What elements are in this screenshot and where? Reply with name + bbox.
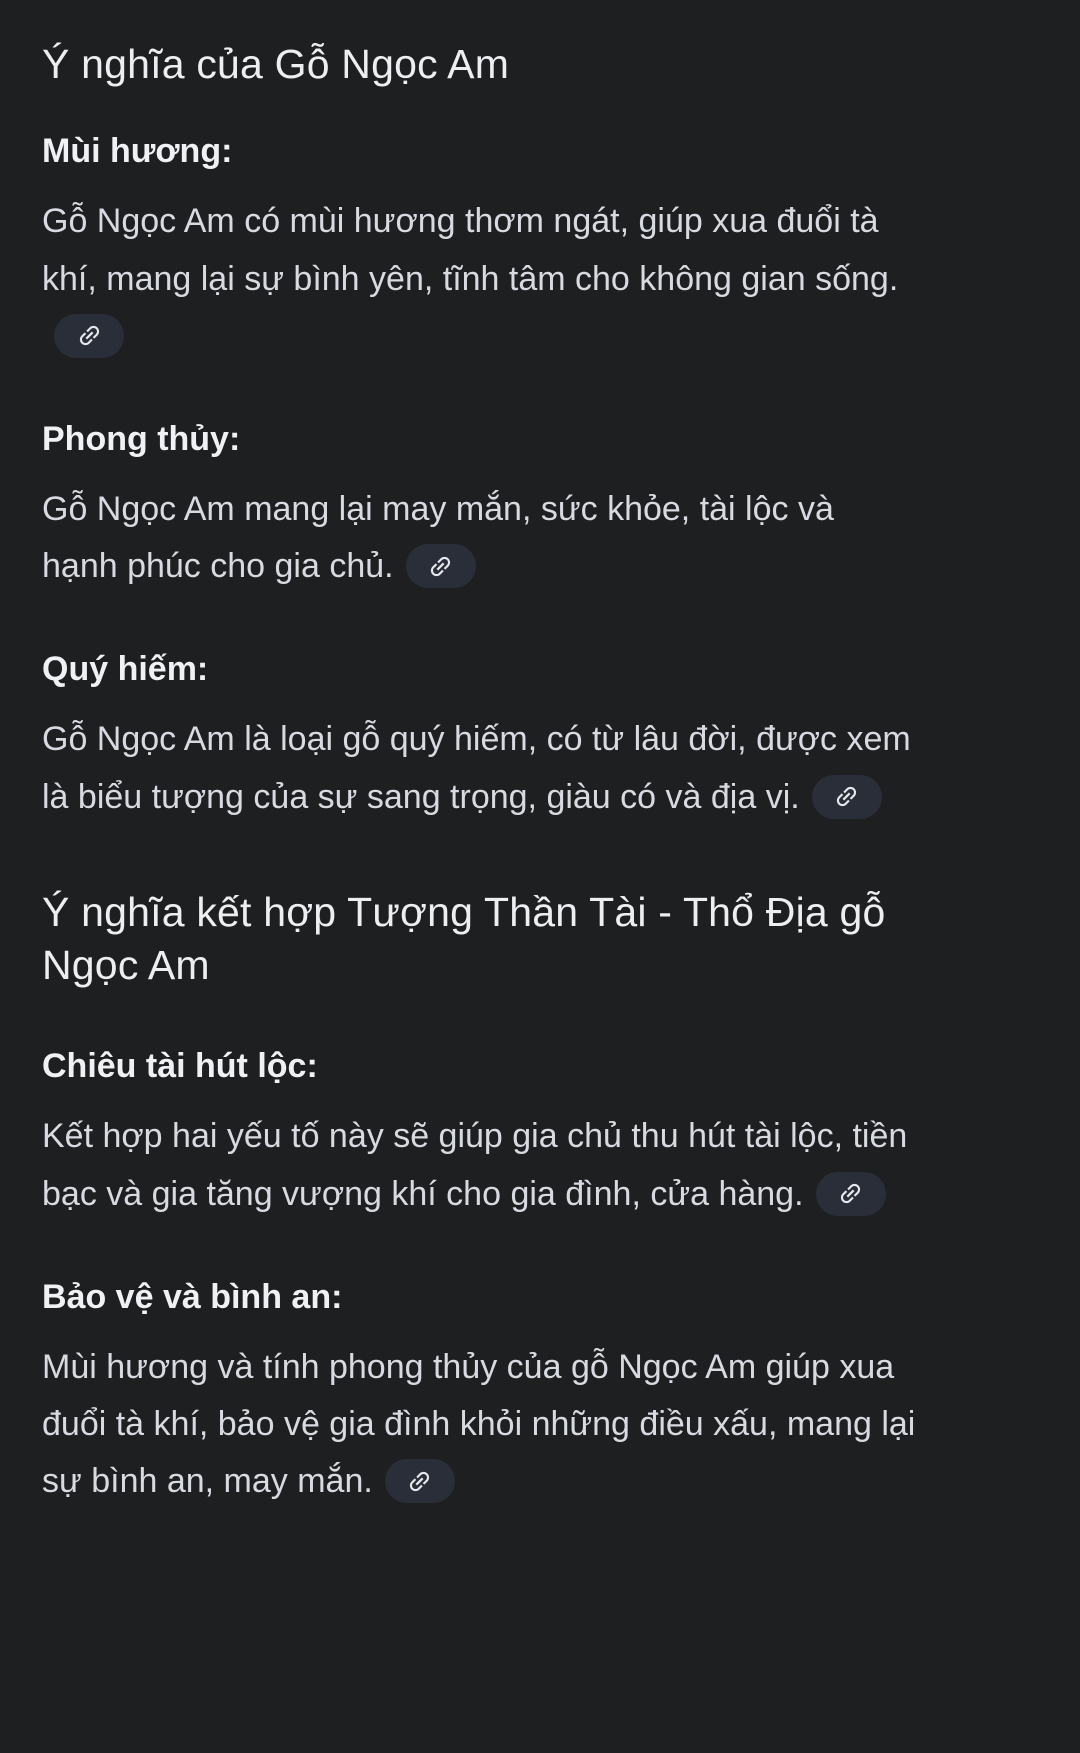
paragraph-phong-thuy bbox=[42, 481, 916, 595]
paragraph-text: Gỗ Ngọc Am là loại gỗ quý hiếm, có từ lâu đời, được xem là biểu tượng của sự sang trọng, giàu có và địa vị. bbox=[42, 720, 911, 816]
section-title-ket-hop-than-tai-tho-dia: Ý nghĩa kết hợp Tượng Thần Tài - Thổ Địa gỗ Ngọc Am bbox=[42, 888, 886, 988]
link-icon bbox=[70, 317, 108, 355]
paragraph-text: Gỗ Ngọc Am có mùi hương thơm ngát, giúp xua đuổi tà khí, mang lại sự bình yên, tĩnh tâm cho không gian sống. bbox=[42, 202, 899, 298]
source-link-chip[interactable] bbox=[406, 544, 476, 588]
paragraph-text: Gỗ Ngọc Am mang lại may mắn, sức khỏe, tài lộc và hạnh phúc cho gia chủ. bbox=[42, 490, 834, 586]
paragraph-quy-hiem bbox=[42, 711, 916, 825]
paragraph-text: Kết hợp hai yếu tố này sẽ giúp gia chủ thu hút tài lộc, tiền bạc và gia tăng vượng khí cho gia đình, cửa hàng. bbox=[42, 1117, 908, 1213]
section-bao-ve-va-binh-an bbox=[42, 1275, 916, 1511]
subheading-phong-thuy: Phong thủy: bbox=[42, 419, 241, 458]
subheading-chieu-tai-hut-loc: Chiêu tài hút lộc: bbox=[42, 1047, 318, 1086]
section-chieu-tai-hut-loc bbox=[42, 1044, 916, 1222]
section-phong-thuy bbox=[42, 417, 916, 595]
link-icon bbox=[401, 1462, 439, 1500]
paragraph-chieu-tai-hut-loc bbox=[42, 1108, 916, 1222]
section-title-y-nghia-go-ngoc-am: Ý nghĩa của Gỗ Ngọc Am bbox=[42, 41, 510, 87]
paragraph-mui-huong bbox=[42, 193, 916, 364]
source-link-chip[interactable] bbox=[54, 314, 124, 358]
section-quy-hiem bbox=[42, 647, 916, 825]
source-link-chip[interactable] bbox=[812, 775, 882, 819]
paragraph-bao-ve-va-binh-an bbox=[42, 1339, 916, 1510]
source-link-chip[interactable] bbox=[816, 1172, 886, 1216]
link-icon bbox=[828, 777, 866, 815]
paragraph-text: Mùi hương và tính phong thủy của gỗ Ngọc Am giúp xua đuổi tà khí, bảo vệ gia đình khỏi những điều xấu, mang lại sự bình an, may mắn. bbox=[42, 1347, 916, 1501]
subheading-bao-ve-va-binh-an: Bảo vệ và bình an: bbox=[42, 1277, 343, 1316]
subheading-mui-huong: Mùi hương: bbox=[42, 132, 233, 171]
source-link-chip[interactable] bbox=[385, 1459, 455, 1503]
subheading-quy-hiem: Quý hiếm: bbox=[42, 650, 209, 689]
section-mui-huong bbox=[42, 129, 916, 365]
link-icon bbox=[831, 1174, 869, 1212]
link-icon bbox=[422, 547, 460, 585]
